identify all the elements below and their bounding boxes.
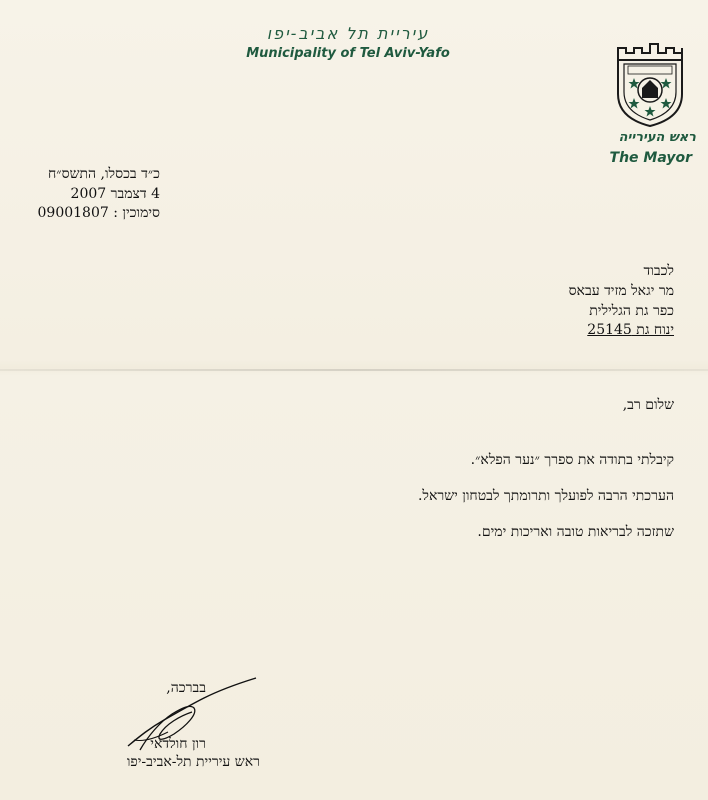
body-paragraph: הערכתי הרבה לפועלך ותרומתך לבטחון ישראל. xyxy=(417,488,674,504)
title-hebrew: ראש העירייה xyxy=(618,130,696,145)
gregorian-date: 4 דצמבר 2007 xyxy=(70,186,160,202)
title-english: The Mayor xyxy=(609,150,692,166)
paper-fold-line xyxy=(0,369,708,371)
municipality-hebrew: עיריית תל אביב-יפו xyxy=(266,24,430,43)
recipient-postal: ינוח גת 25145 xyxy=(587,322,674,338)
municipality-english: Municipality of Tel Aviv-Yafo xyxy=(246,46,450,61)
signer-title: ראש עיריית תל-אביב-יפו xyxy=(126,754,260,770)
greeting: שלום רב, xyxy=(622,397,674,413)
reference-number: סימוכין : 09001807 xyxy=(37,205,160,221)
recipient-address: כפר גת הגלילית xyxy=(589,303,674,319)
closing-blessing: בברכה, xyxy=(166,680,206,696)
hebrew-date: כ״ד בכסלו, התשס״ח xyxy=(48,166,160,182)
body-paragraph: שתזכה לבריאות טובה ואריכות ימים. xyxy=(477,524,674,540)
signer-name: רון חולדאי xyxy=(150,736,206,752)
recipient-name: מר יגאל מזיד עבאס xyxy=(568,283,674,299)
coat-of-arms-icon xyxy=(612,42,688,128)
body-paragraph: קיבלתי בתודה את ספרך ״נער הפלא״. xyxy=(470,452,674,468)
recipient-salutation: לכבוד xyxy=(643,263,674,279)
